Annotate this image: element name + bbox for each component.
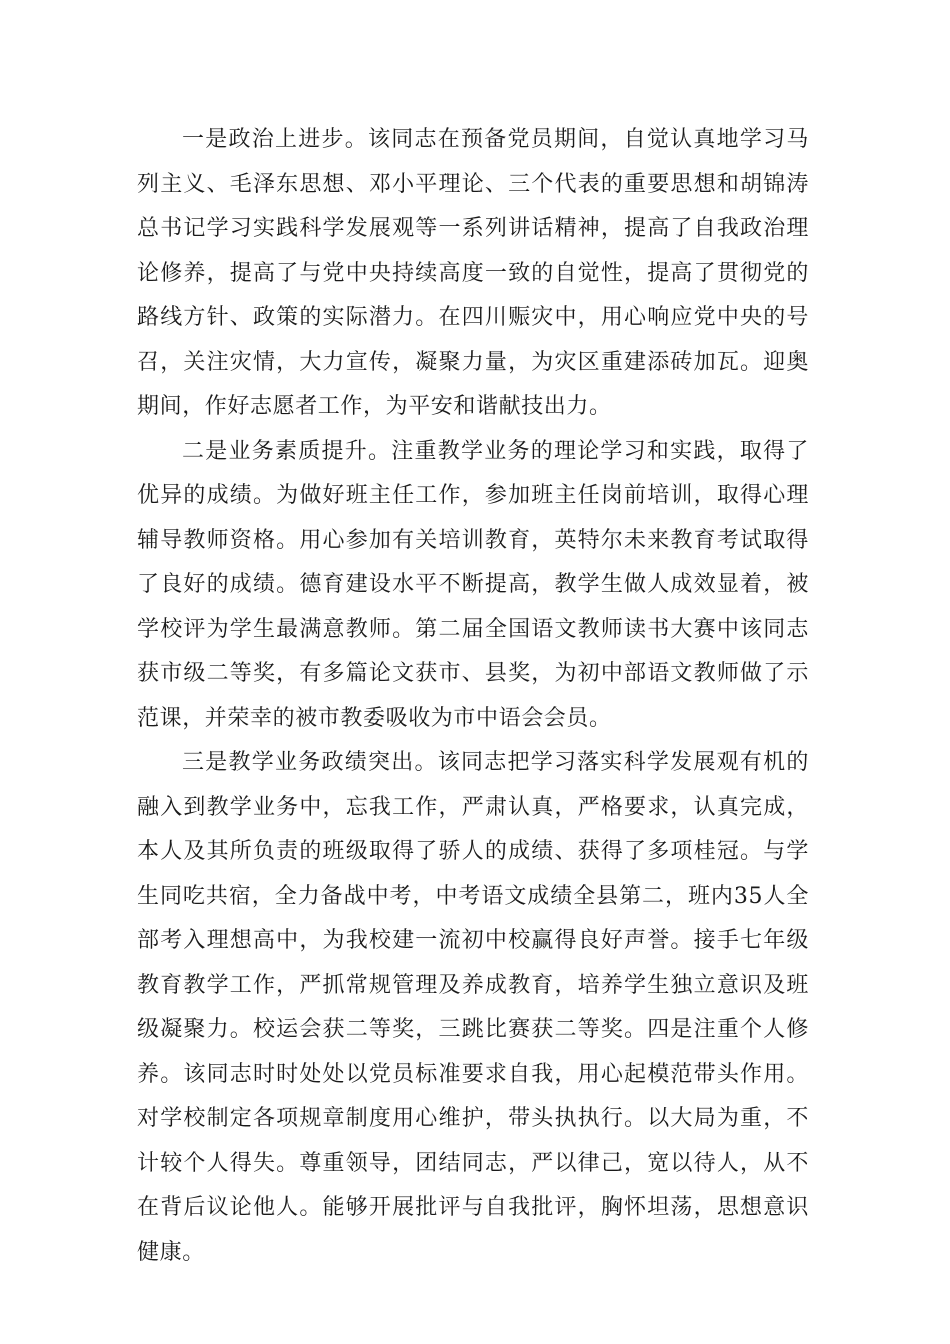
paragraph-professional-quality: 二是业务素质提升。注重教学业务的理论学习和实践，取得了优异的成绩。为做好班主任工作，参加班主任岗前培训，取得心理辅导教师资格。用心参加有关培训教育，英特尔未来教育考试取得了良好的成绩。德育建设水平不断提高，教学生做人成效显着，被学校评为学生最满意教师。第二届全国语文教师读书大赛中该同志获市级二等奖，有多篇论文获市、县奖，为初中部语文教师做了示范课，并荣幸的被市教委吸收为市中语会会员。: [137, 438, 809, 731]
paragraph-teaching-achievements: 三是教学业务政绩突出。该同志把学习落实科学发展观有机的融入到教学业务中，忘我工作，严肃认真，严格要求，认真完成，本人及其所负责的班级取得了骄人的成绩、获得了多项桂冠。与学生同吃共宿，全力备战中考，中考语文成绩全县第二，班内35人全部考入理想高中，为我校建一流初中校赢得良好声誉。接手七年级教育教学工作，严抓常规管理及养成教育，培养学生独立意识及班级凝聚力。校运会获二等奖，三跳比赛获二等奖。四是注重个人修养。该同志时时处处以党员标准要求自我，用心起模范带头作用。对学校制定各项规章制度用心维护，带头执执行。以大局为重，不计较个人得失。尊重领导，团结同志，严以律己，宽以待人，从不在背后议论他人。能够开展批评与自我批评，胸怀坦荡，思想意识健康。: [137, 750, 809, 1265]
document-body: [137, 118, 809, 1275]
paragraph-political-progress: 一是政治上进步。该同志在预备党员期间，自觉认真地学习马列主义、毛泽东思想、邓小平理论、三个代表的重要思想和胡锦涛总书记学习实践科学发展观等一系列讲话精神，提高了自我政治理论修养，提高了与党中央持续高度一致的自觉性，提高了贯彻党的路线方针、政策的实际潜力。在四川赈灾中，用心响应党中央的号召，关注灾情，大力宣传，凝聚力量，为灾区重建添砖加瓦。迎奥期间，作好志愿者工作，为平安和谐献技出力。: [137, 127, 809, 419]
